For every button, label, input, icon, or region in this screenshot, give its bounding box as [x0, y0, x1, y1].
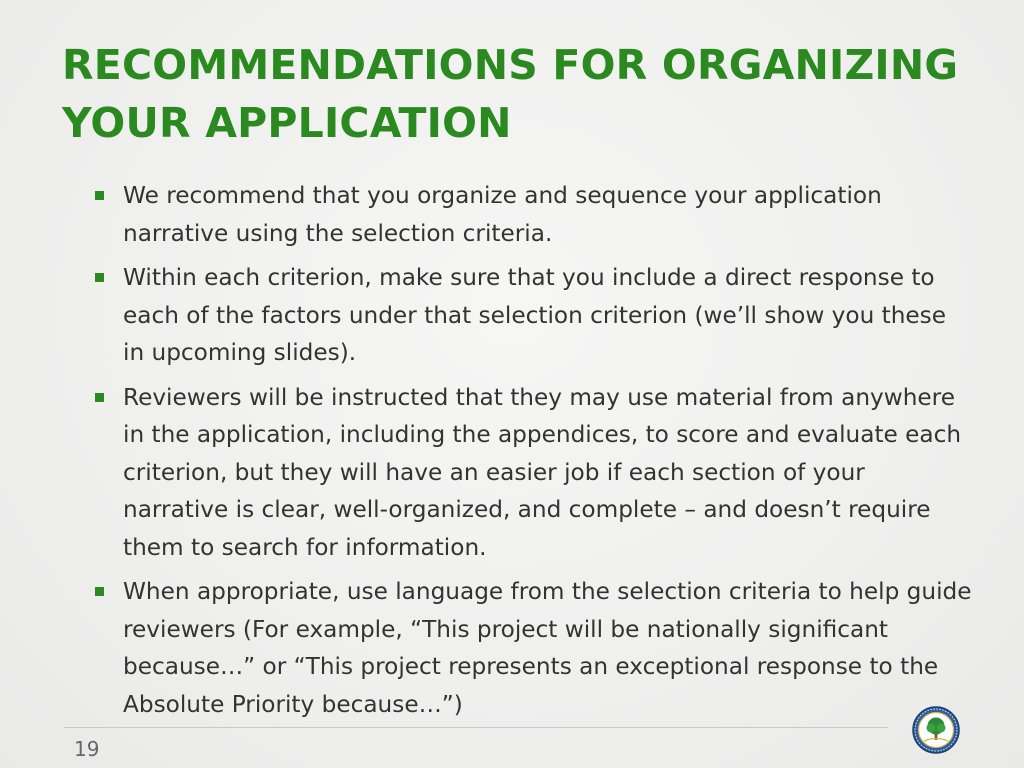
list-item — [94, 379, 974, 567]
bullet-list — [94, 177, 974, 730]
bullet-text: We recommend that you organize and sequence your application narrative using the selection criteria. — [123, 182, 882, 247]
page-number: 19 — [74, 737, 100, 761]
list-item — [94, 573, 974, 723]
footer-divider — [64, 727, 888, 728]
bullet-text: Reviewers will be instructed that they may use material from anywhere in the application, including the appendices, to score and evaluate each criterion, but they will have an easier job if each section of your narrative is clear, well-organized, and complete – and doesn’t require them to search for information. — [123, 383, 962, 561]
list-item — [94, 259, 974, 372]
list-item — [94, 177, 974, 252]
bullet-text: Within each criterion, make sure that you include a direct response to each of the factors under that selection criterion (we’ll show you these in upcoming slides). — [123, 264, 947, 366]
title-line-2: YOUR APPLICATION — [62, 99, 512, 147]
bullet-text: When appropriate, use language from the selection criteria to help guide reviewers (For example, “This project will be nationally significant because…” or “This project represents an exceptional response to the Absolute Priority because…”) — [123, 578, 972, 718]
square-bullet-icon — [95, 273, 104, 282]
square-bullet-icon — [95, 393, 104, 402]
title-line-1: RECOMMENDATIONS FOR ORGANIZING — [62, 41, 959, 89]
square-bullet-icon — [95, 587, 104, 596]
department-seal-icon — [912, 706, 960, 754]
slide-title — [62, 36, 982, 152]
square-bullet-icon — [95, 191, 104, 200]
